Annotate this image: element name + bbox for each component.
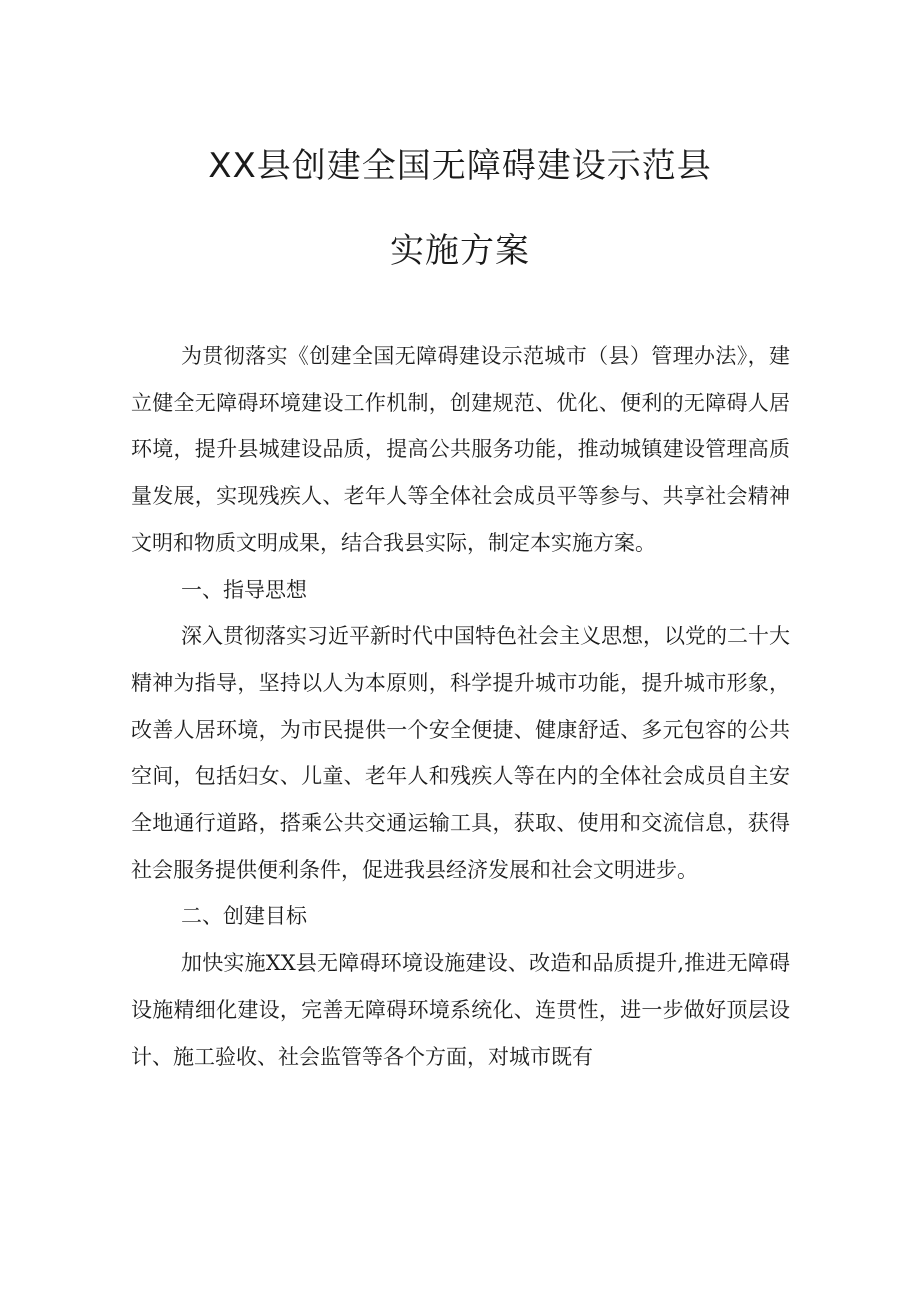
section-heading-goals: 二、创建目标 bbox=[181, 904, 307, 929]
guiding-ideology-paragraph: 深入贯彻落实习近平新时代中国特色社会主义思想，以党的二十大精神为指导，坚持以人为本原则，科学提升城市功能，提升城市形象，改善人居环境，为市民提供一个安全便捷、健康舒适、多元包容的公共空间，包括妇女、儿童、老年人和残疾人等在内的全体社会成员自主安全地通行道路，搭乘公共交通运输工具，获取、使用和交流信息，获得社会服务提供便利条件，促进我县经济发展和社会文明进步。 bbox=[131, 624, 790, 882]
intro-paragraph: 为贯彻落实《创建全国无障碍建设示范城市（县）管理办法》，建立健全无障碍环境建设工作机制，创建规范、优化、便利的无障碍人居环境，提升县城建设品质，提高公共服务功能，推动城镇建设管理高质量发展，实现残疾人、老年人等全体社会成员平等参与、共享社会精神文明和物质文明成果，结合我县实际，制定本实施方案。 bbox=[131, 344, 790, 555]
document-title-line-1: XX县创建全国无障碍建设示范县 bbox=[208, 146, 712, 186]
section-heading-guiding-ideology: 一、指导思想 bbox=[181, 577, 307, 602]
goals-paragraph: 加快实施XX县无障碍环境设施建设、改造和品质提升,推进无障碍设施精细化建设，完善无障碍环境系统化、连贯性，进一步做好顶层设计、施工验收、社会监管等各个方面，对城市既有 bbox=[131, 951, 790, 1069]
document-title-line-2: 实施方案 bbox=[390, 231, 530, 271]
document-body bbox=[131, 333, 790, 1080]
